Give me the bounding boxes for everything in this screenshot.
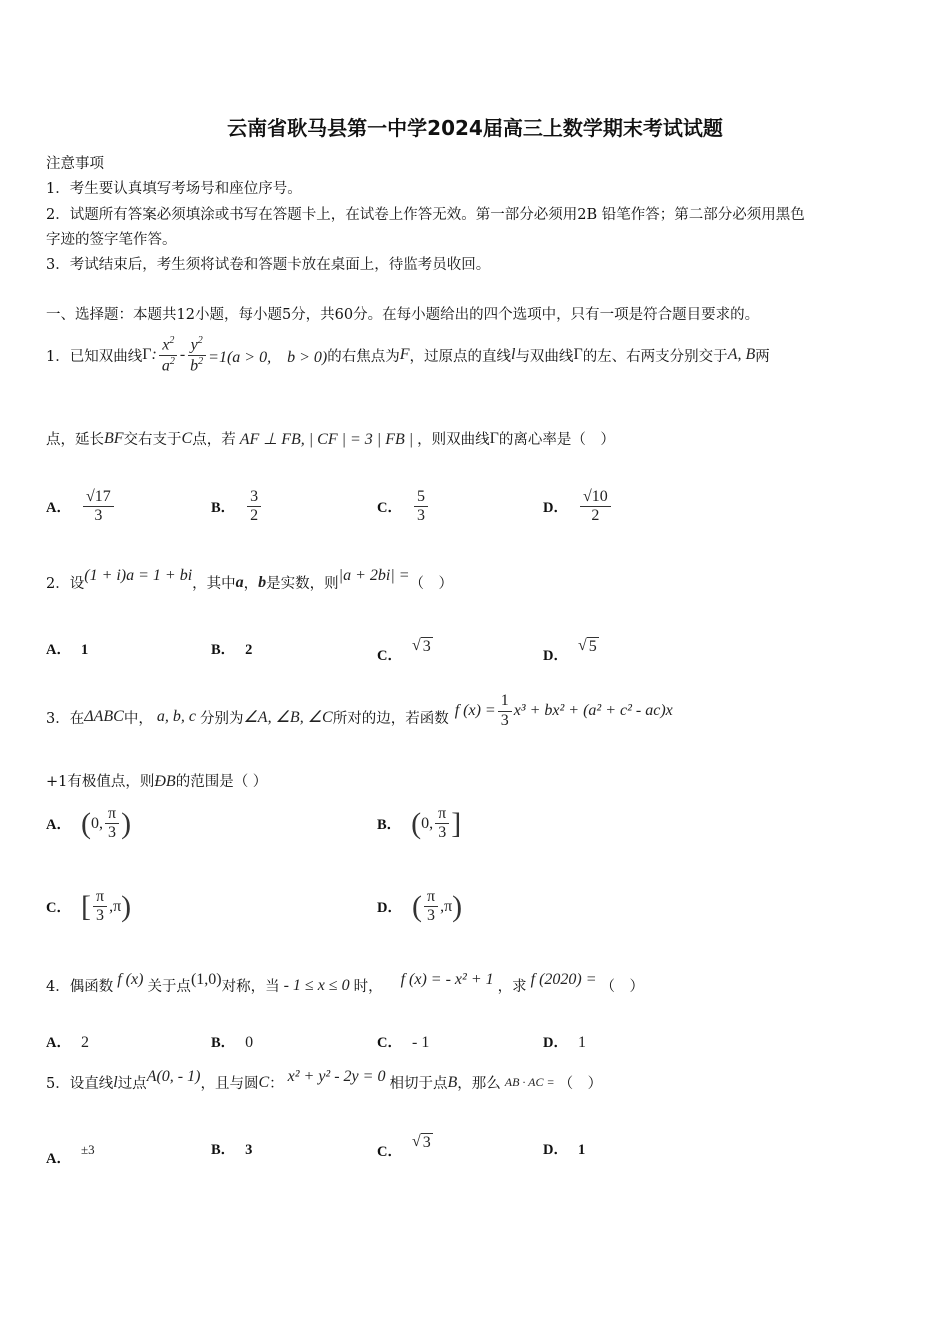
q1-math: BF (104, 429, 124, 447)
question-4: 4．偶函数 f (x) 关于点 (1,0) 对称，当 - 1 ≤ x ≤ 0 时， f (x) = - x² + 1 ，求 f (2020) = （ ） (46, 970, 645, 995)
q1-option-d[interactable]: D． $\frac{√10}{2}$ (543, 488, 613, 526)
q3-option-b[interactable]: B． ( 0, $\frac{\pi}{3}$ ] (377, 805, 462, 842)
question-3-line2: +1有极值点，则ÐB的范围是（ ） (46, 773, 268, 790)
q1-math: A, B (727, 346, 756, 363)
q1-math: F (399, 346, 410, 363)
q1-option-a[interactable]: A． $\frac{√17}{3}$ (46, 488, 116, 526)
q4-option-d[interactable]: D． 1 (543, 1034, 586, 1051)
q3-option-a[interactable]: A． ( 0, $\frac{\pi}{3}$ ) (46, 805, 132, 842)
question-1 (46, 326, 770, 384)
q1-math: Γ (489, 429, 499, 447)
q1-text: 的离心率是（ ） (498, 432, 615, 448)
q1-math: AF ⊥ FB, | CF | = 3 | FB | (239, 430, 414, 448)
question-5: 5．设直线 l 过点 A(0, - 1) ，且与圆 C ： x² + y² - 2y = 0 相切于点 B ，那么 AB · AC = （ ） (46, 1067, 603, 1092)
q1-text: ，则双曲线 (417, 432, 490, 448)
q1-hyperbola-equation: Γ : $\frac{x^2}{a^2}$ - $\frac{y^2}{b^2}$ =1(a > 0, b > 0) (142, 334, 328, 374)
q2-option-c[interactable]: C． √ 3 (377, 637, 431, 664)
q1-text: 的右焦点为 (327, 348, 400, 365)
q1-text: 与双曲线 (515, 348, 574, 365)
q1-text: 交右支于 (123, 432, 182, 448)
notice-item: 字迹的签字笔作答。 (46, 232, 177, 248)
question-2: 2．设 (1 + i)a = 1 + bi ，其中 a ， b 是实数，则 |a + 2bi| = （ ） (46, 566, 454, 592)
q4-option-b[interactable]: B． 0 (211, 1034, 254, 1051)
q1-text: 的左、右两支分别交于 (582, 348, 728, 365)
notice-heading: 注意事项 (46, 156, 104, 172)
q2-option-d[interactable]: D． √ 5 (543, 637, 597, 664)
q1-text: 点，若 (192, 432, 236, 448)
q5-option-d[interactable]: D． 1 (543, 1142, 586, 1158)
q1-text: 点，延长 (46, 432, 104, 448)
question-3: 3．在 ΔABC 中， a, b, c 分别为 ∠A, ∠B, ∠C 所对的边，若函数 f (x) = $\frac{1}{3}$ x³ + bx² + (a² + c² - ac)x (46, 692, 673, 729)
q2-option-b[interactable]: B． 2 (211, 642, 253, 658)
q5-option-a[interactable]: A． ±3 (46, 1141, 95, 1167)
q3-function: f (x) = $\frac{1}{3}$ x³ + bx² + (a² + c² - ac)x (454, 692, 673, 729)
notice-item: 2．试题所有答案必须填涂或书写在答题卡上，在试卷上作答无效。第一部分必须用2B 铅笔作答；第二部分必须用黑色 (46, 207, 805, 223)
q2-math: |a + 2bi| = (338, 566, 410, 584)
q2-option-a[interactable]: A． 1 (46, 642, 89, 658)
q3-option-d[interactable]: D． ( $\frac{\pi}{3}$ ,π ) (377, 888, 463, 925)
q1-math: C (181, 429, 193, 447)
q1-math: Γ (573, 346, 583, 363)
q4-option-a[interactable]: A． 2 (46, 1034, 89, 1051)
q1-text: ，过原点的直线 (409, 348, 511, 365)
q4-option-c[interactable]: C． - 1 (377, 1034, 430, 1051)
q1-option-c[interactable]: C． $\frac{5}{3}$ (377, 488, 430, 526)
notice-item: 3．考试结束后，考生须将试卷和答题卡放在桌面上，待监考员收回。 (46, 257, 491, 273)
q2-math: (1 + i)a = 1 + bi (84, 566, 193, 584)
q5-option-c[interactable]: C． √ 3 (377, 1133, 431, 1160)
q1-text: 1．已知双曲线 (46, 348, 143, 365)
question-1-line2 (46, 428, 615, 449)
q3-option-c[interactable]: C． [ $\frac{\pi}{3}$ ,π ) (46, 888, 132, 925)
page-title: 云南省耿马县第一中学2024届高三上数学期末考试试题 (227, 116, 723, 140)
q1-option-b[interactable]: B． $\frac{3}{2}$ (211, 488, 263, 526)
q1-text: 两 (755, 348, 770, 365)
q1-math: l (510, 346, 516, 363)
q5-option-b[interactable]: B． 3 (211, 1142, 253, 1158)
notice-item: 1．考生要认真填写考场号和座位序号。 (46, 181, 302, 197)
section-heading: 一、选择题：本题共12小题，每小题5分，共60分。在每小题给出的四个选项中，只有一项是符合题目要求的。 (46, 307, 760, 323)
